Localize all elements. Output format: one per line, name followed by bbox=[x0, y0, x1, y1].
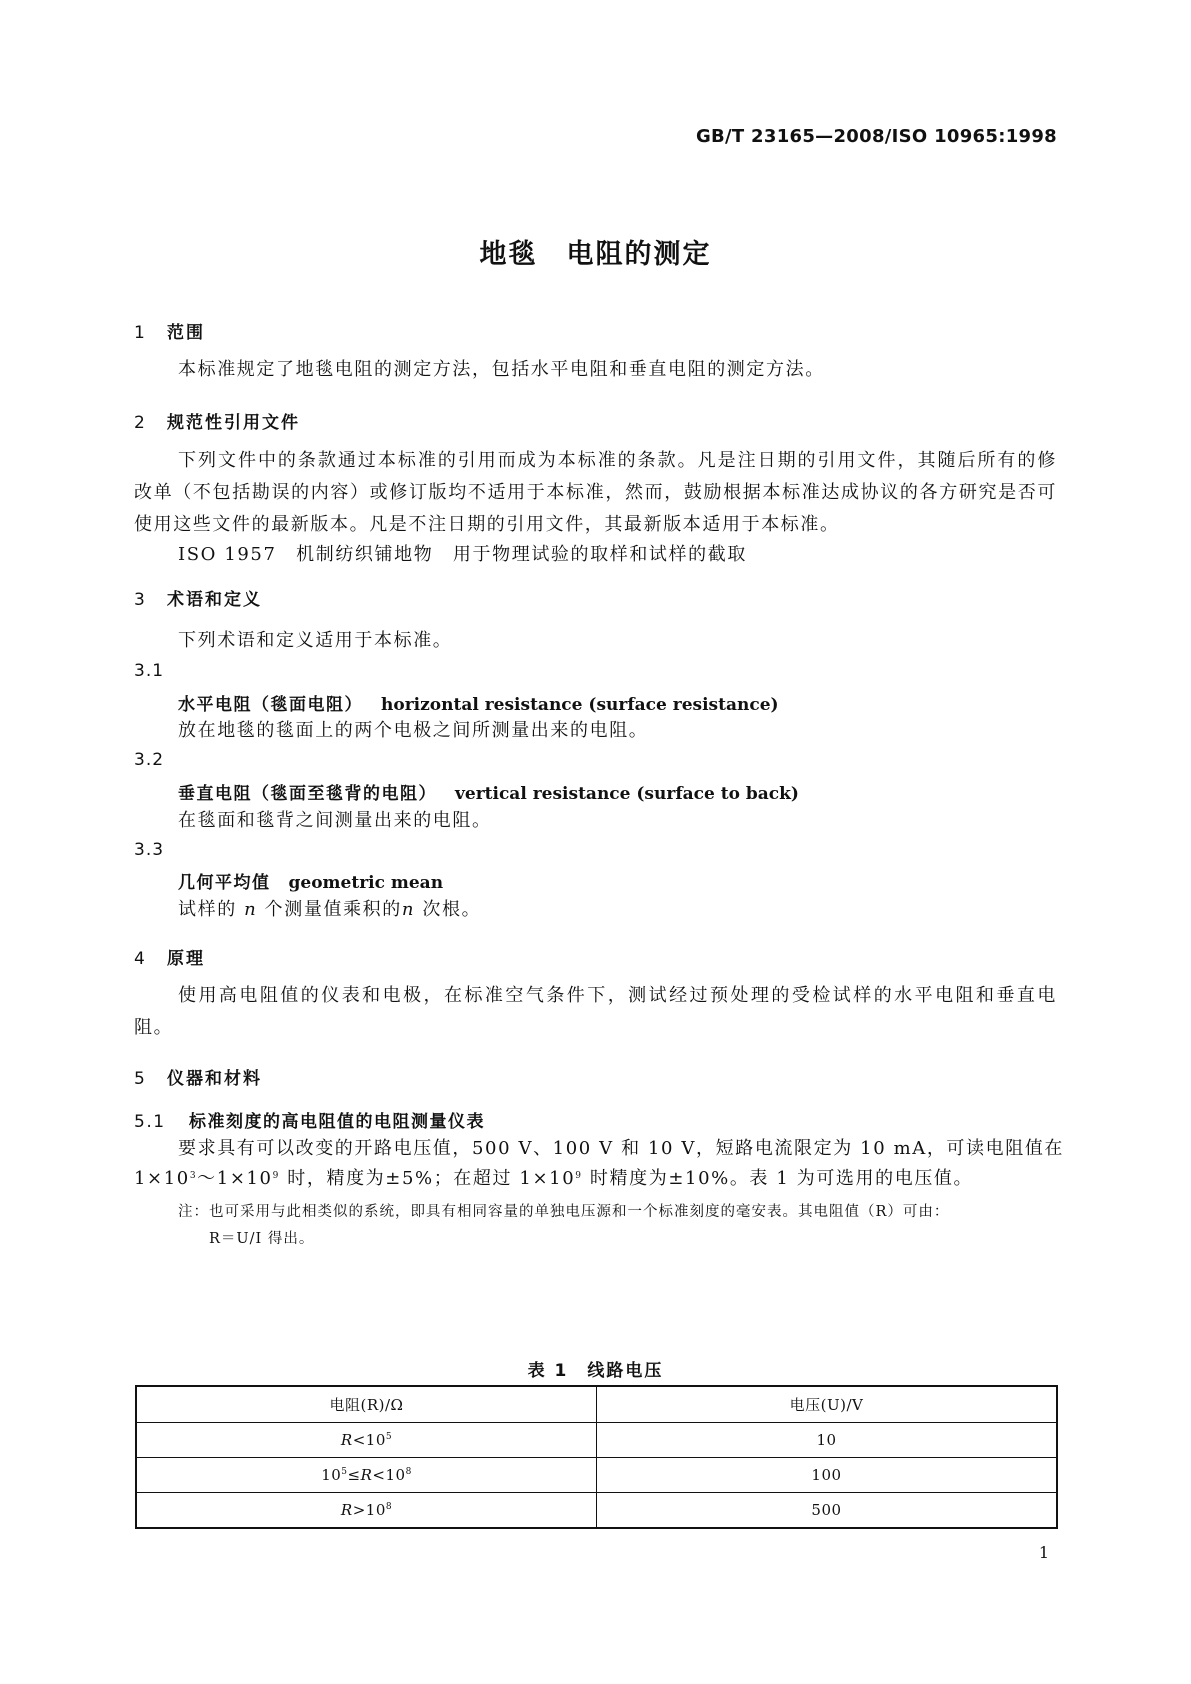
subsection-title: 标准刻度的高电阻值的电阻测量仪表 bbox=[189, 1112, 485, 1132]
subsection-5-1-heading bbox=[134, 1107, 485, 1132]
section-5-heading bbox=[134, 1064, 262, 1089]
term-heading bbox=[178, 868, 443, 893]
section-4-body: 使用高电阻值的仪表和电极，在标准空气条件下，测试经过预处理的受检试样的水平电阻和垂直电阻。 bbox=[134, 985, 1057, 1038]
section-number: 2 bbox=[134, 413, 147, 433]
section-number: 5 bbox=[134, 1069, 147, 1089]
section-title: 规范性引用文件 bbox=[167, 413, 300, 433]
section-title: 原理 bbox=[167, 949, 205, 969]
document-title: 地毯 电阻的测定 bbox=[479, 239, 712, 270]
section-3-intro: 下列术语和定义适用于本标准。 bbox=[178, 630, 453, 651]
section-2-heading bbox=[134, 408, 300, 433]
note-line: 注：也可采用与此相类似的系统，即具有相同容量的单独电压源和一个标准刻度的毫安表。其电阻值（R）可由： bbox=[178, 1204, 950, 1220]
cell-voltage: 10 bbox=[597, 1423, 1058, 1458]
page-number: 1 bbox=[1038, 1543, 1049, 1562]
section-number: 3 bbox=[134, 590, 147, 610]
exponent: 8 bbox=[405, 1467, 412, 1477]
term-number: 3.3 bbox=[134, 840, 165, 860]
header-voltage: 电压(U)/V bbox=[597, 1386, 1058, 1423]
section-number: 1 bbox=[134, 323, 147, 343]
section-4-heading bbox=[134, 944, 205, 969]
text: >10 bbox=[352, 1501, 386, 1519]
exponent: 9 bbox=[575, 1171, 583, 1181]
section-1-body: 本标准规定了地毯电阻的测定方法，包括水平电阻和垂直电阻的测定方法。 bbox=[178, 359, 825, 380]
term-number: 3.1 bbox=[134, 661, 165, 681]
exponent: 9 bbox=[272, 1171, 280, 1181]
text: ≤ bbox=[347, 1466, 361, 1484]
text: 10 bbox=[321, 1466, 342, 1484]
term-definition: 放在地毯的毯面上的两个电极之间所测量出来的电阻。 bbox=[178, 720, 649, 741]
table-row bbox=[136, 1493, 1057, 1529]
section-title: 范围 bbox=[167, 323, 205, 343]
subsection-body-line: 要求具有可以改变的开路电压值，500 V、100 V 和 10 V，短路电流限定为 10 mA，可读电阻值在 bbox=[178, 1138, 1065, 1159]
variable-r: R bbox=[360, 1466, 373, 1484]
text: 1×10 bbox=[134, 1168, 190, 1189]
term-definition bbox=[178, 895, 481, 921]
text: 时精度为±10%。表 1 为可选用的电压值。 bbox=[582, 1168, 974, 1189]
cell-voltage: 500 bbox=[597, 1493, 1058, 1529]
definition-text: 次根。 bbox=[422, 899, 482, 920]
term-number: 3.2 bbox=[134, 750, 165, 770]
term-heading bbox=[178, 690, 779, 715]
section-number: 4 bbox=[134, 949, 147, 969]
normative-reference: ISO 1957 机制纺织铺地物 用于物理试验的取样和试样的截取 bbox=[178, 544, 747, 565]
standard-code: GB/T 23165—2008/ISO 10965:1998 bbox=[695, 126, 1057, 147]
table-header-row bbox=[136, 1386, 1057, 1423]
term-zh: 水平电阻（毯面电阻） bbox=[178, 695, 363, 715]
term-en: vertical resistance (surface to back) bbox=[455, 784, 799, 804]
note-formula: R＝U/I 得出。 bbox=[209, 1231, 315, 1247]
line-voltage-table bbox=[135, 1385, 1058, 1529]
section-2-body: 下列文件中的条款通过本标准的引用而成为本标准的条款。凡是注日期的引用文件，其随后所有的修改单（不包括勘误的内容）或修订版均不适用于本标准，然而，鼓励根据本标准达成协议的各方研究是否可使用这些文件的最新版本。凡是不注日期的引用文件，其最新版本适用于本标准。 bbox=[134, 450, 1057, 535]
term-zh: 几何平均值 bbox=[178, 873, 271, 893]
term-zh: 垂直电阻（毯面至毯背的电阻） bbox=[178, 784, 437, 804]
section-3-heading bbox=[134, 585, 262, 610]
cell-resistance bbox=[136, 1423, 597, 1458]
definition-text: 试样的 bbox=[178, 899, 237, 920]
cell-resistance bbox=[136, 1458, 597, 1493]
variable-n: n bbox=[401, 899, 416, 920]
text: 时，精度为±5%；在超过 1×10 bbox=[279, 1168, 576, 1189]
term-definition: 在毯面和毯背之间测量出来的电阻。 bbox=[178, 810, 492, 831]
text: ～1×10 bbox=[197, 1168, 273, 1189]
exponent: 3 bbox=[189, 1171, 198, 1181]
variable-r: R bbox=[340, 1431, 353, 1449]
section-1-heading bbox=[134, 318, 205, 343]
term-en: horizontal resistance (surface resistance) bbox=[381, 695, 779, 715]
text: <10 bbox=[352, 1431, 386, 1449]
text: <10 bbox=[372, 1466, 406, 1484]
term-en: geometric mean bbox=[288, 873, 444, 893]
exponent: 5 bbox=[341, 1467, 348, 1477]
variable-r: R bbox=[340, 1501, 353, 1519]
cell-resistance bbox=[136, 1493, 597, 1529]
exponent: 8 bbox=[385, 1502, 393, 1512]
term-heading bbox=[178, 779, 799, 804]
header-resistance: 电阻(R)/Ω bbox=[136, 1386, 597, 1423]
table-row bbox=[136, 1458, 1057, 1493]
variable-n: n bbox=[244, 899, 258, 920]
subsection-body-line bbox=[134, 1164, 973, 1190]
section-title: 仪器和材料 bbox=[167, 1069, 262, 1089]
table-1-title: 表 1 线路电压 bbox=[527, 1361, 664, 1381]
subsection-number: 5.1 bbox=[134, 1112, 166, 1132]
table-row bbox=[136, 1423, 1057, 1458]
cell-voltage: 100 bbox=[597, 1458, 1058, 1493]
definition-text: 个测量值乘积的 bbox=[264, 899, 402, 920]
section-title: 术语和定义 bbox=[167, 590, 262, 610]
exponent: 5 bbox=[385, 1432, 393, 1442]
